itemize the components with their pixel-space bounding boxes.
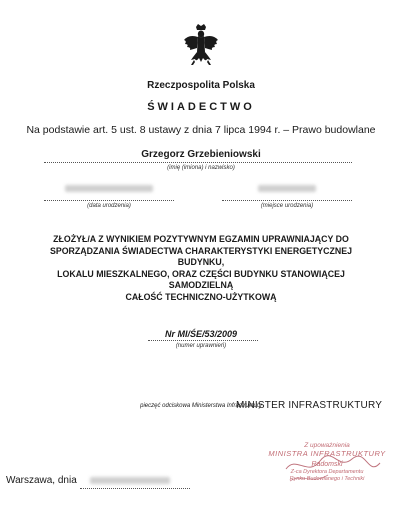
document-title: ŚWIADECTWO (147, 101, 255, 113)
issue-date-dotted-line (80, 488, 190, 489)
stamp-line-2: MINISTRA INFRASTRUKTURY (268, 449, 386, 458)
stamp-name: Radomski (311, 461, 343, 468)
minister-title: MINISTER INFRASTRUKTURY (236, 400, 383, 411)
issue-place: Warszawa, dnia (6, 475, 77, 486)
statement-line-1: ZŁOŻYŁ/A Z WYNIKIEM POZYTYWNYM EGZAMIN UPRAWNIAJĄCY DO (53, 234, 349, 244)
birth-place-dotted-line (222, 200, 352, 201)
statement-line-4: CAŁOŚĆ TECHNICZNO-UŻYTKOWĄ (125, 291, 277, 302)
redacted-issue-date (90, 477, 170, 484)
redacted-birth-date (65, 185, 153, 192)
license-number: Nr MI/ŚE/53/2009 (164, 329, 238, 339)
polish-eagle-emblem (183, 24, 219, 68)
license-caption: (numer uprawnień) (175, 343, 227, 349)
legal-basis: Na podstawie art. 5 ust. 8 ustawy z dnia 7 lipca 1994 r. – Prawo budowlane (26, 124, 376, 136)
stamp-line-1: Z upoważnienia (304, 442, 350, 449)
qualification-statement (40, 234, 362, 303)
holder-name: Grzegorz Grzebieniowski (141, 149, 261, 160)
seal-caption: pieczęć odciskowa Ministerstwa Infrastruktury (140, 403, 262, 409)
birth-place-caption: (miejsce urodzenia) (260, 203, 314, 209)
redacted-birth-place (258, 185, 316, 192)
handwritten-signature (268, 447, 388, 491)
stamp-line-3: Z-ca Dyrektora Departamentu (290, 469, 364, 475)
country-name: Rzeczpospolita Polska (147, 80, 255, 91)
name-caption: (imię (imiona) i nazwisko) (167, 165, 235, 171)
birth-date-caption: (data urodzenia) (87, 203, 131, 209)
license-dotted-line (148, 340, 258, 341)
stamp-line-4: Rynku Budowlanego i Techniki (289, 475, 365, 482)
statement-line-3: LOKALU MIESZKALNEGO, ORAZ CZĘŚCI BUDYNKU STANOWIĄCEJ SAMODZIELNĄ (57, 268, 345, 290)
birth-date-dotted-line (44, 200, 174, 201)
statement-line-2: SPORZĄDZANIA ŚWIADECTWA CHARAKTERYSTYKI ENERGETYCZNEJ BUDYNKU, (49, 245, 353, 267)
name-dotted-line (44, 162, 352, 163)
